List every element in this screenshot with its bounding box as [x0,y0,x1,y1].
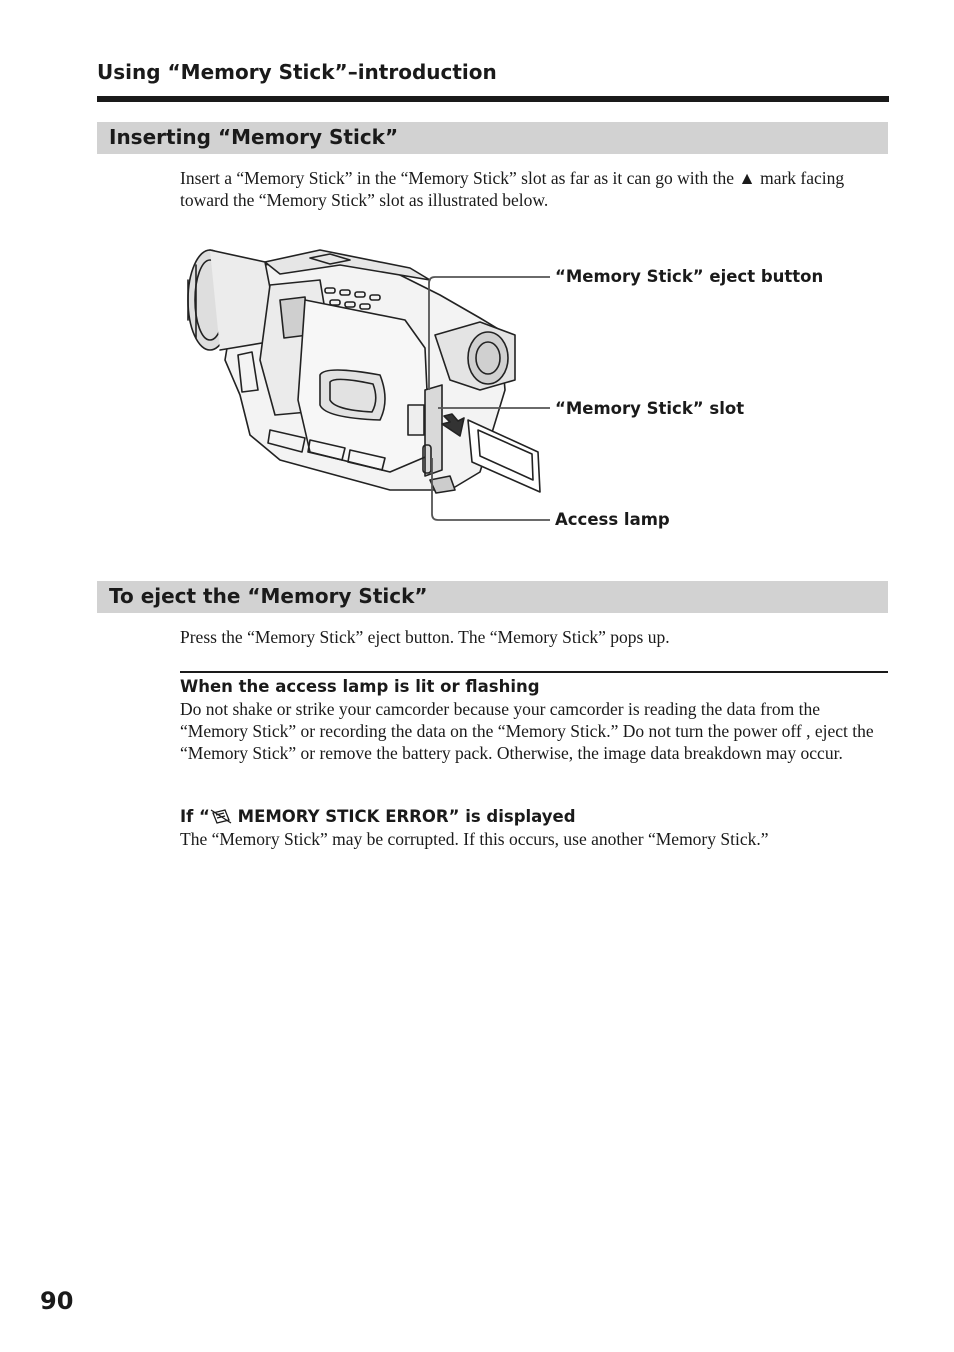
page-number: 90 [40,1287,74,1315]
memory-stick-slot [425,385,442,476]
label-eject-button: “Memory Stick” eject button [555,267,824,286]
memory-stick-error-icon [210,809,232,824]
note-access-lamp [180,676,888,764]
header-rule [97,96,889,102]
note-heading: If “ MEMORY STICK ERROR” is displayed [180,807,576,826]
note-body: Do not shake or strike your camcorder because your camcorder is reading the data from the “Memory Stick” or recording the data on the “Memory Stick.” Do not turn the power off , eject the “Memory Stick” or remove the battery pack. Otherwise, the image data breakdown may occur. [180,699,874,763]
insert-instructions: Insert a “Memory Stick” in the “Memory Stick” slot as far as it can go with the ▲ mark facing toward the “Memory Stick” slot as illustrated below. [180,168,845,210]
section-title: To eject the “Memory Stick” [109,584,428,608]
section-title: Inserting “Memory Stick” [109,125,399,149]
note-body: The “Memory Stick” may be corrupted. If this occurs, use another “Memory Stick.” [180,829,769,849]
note-rule [180,671,888,673]
label-slot: “Memory Stick” slot [555,399,745,418]
camcorder-illustration [180,240,560,530]
page-header: Using “Memory Stick”–introduction [97,60,497,84]
section-bar-eject [97,581,888,613]
eject-instructions: Press the “Memory Stick” eject button. The “Memory Stick” pops up. [180,627,670,647]
note-heading: When the access lamp is lit or flashing [180,677,540,696]
note-memory-stick-error [180,806,888,850]
label-access-lamp: Access lamp [555,510,670,529]
section-bar-inserting [97,122,888,154]
